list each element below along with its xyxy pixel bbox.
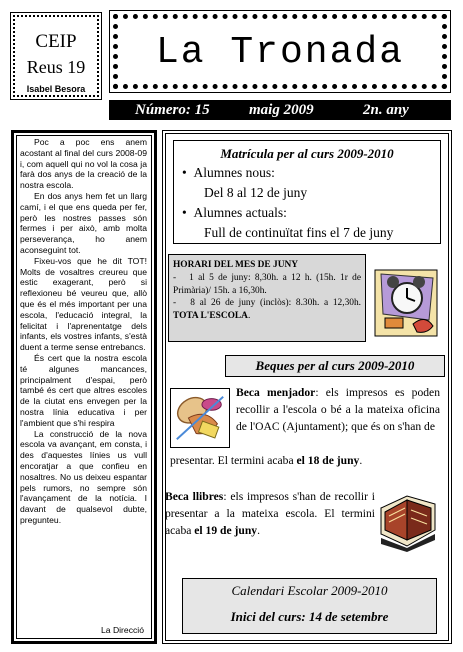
horari-item-bold: TOTA L'ESCOLA [173, 311, 248, 322]
horari-heading: HORARI DEL MES DE JUNY [173, 260, 299, 270]
beca-llibres-body: : els impresos s'han de recollir i presentar a la mateixa escola. El termini acaba [165, 490, 375, 537]
beca-menjador-deadline: el 18 de juny [296, 454, 360, 467]
editorial-paragraph: És cert que la nostra escola té algunes mancances, principalment d'espai, però també és cert que altres escoles de la ciutat ens envegen per la nostra línia educativa i per l'ambient que s'hi respira [20, 352, 147, 428]
beca-menjador-period: . [359, 454, 363, 467]
beca-llibres-label: Beca llibres [165, 490, 224, 503]
editorial-paragraph: En dos anys hem fet un llarg camí, i el que ens queda per fer, però les nostres passes són fermes i per això, amb molta perseverança, ho anem aconseguint tot. [20, 190, 147, 255]
horari-item-text: 8 al 26 de juny (inclòs): 8.30h. a 12,30h. [190, 298, 361, 309]
matricula-bullet-new [182, 165, 275, 181]
sandwich-icon [170, 388, 230, 448]
horari-box [168, 254, 366, 342]
editorial-column [11, 130, 157, 644]
editorial-text [20, 137, 147, 526]
beca-llibres-deadline: el 19 de juny [194, 524, 258, 537]
calendari-title: Calendari Escolar 2009-2010 [231, 583, 388, 598]
editorial-paragraph: Poc a poc ens anem acostant al final del curs 2008-09 i, com aquell qui no vol la cosa ja farà dos anys de la creació de la nostra escola. [20, 137, 147, 191]
beca-llibres-period: . [257, 524, 260, 537]
matricula-box [173, 140, 441, 244]
beca-menjador-text [236, 384, 440, 435]
matricula-current-dates: Full de continuïtat fins el 7 de juny [204, 225, 394, 240]
newspaper-title-box [109, 10, 451, 93]
beques-title: Beques per al curs 2009-2010 [225, 355, 445, 377]
editorial-paragraph: Fixeu-vos que he dit TOT! Molts de vosaltres creureu que estic exagerant, però si reflexioneu bé veureu que, allò que és el més important per una escola, l'educació integral, la felicitat i l'aprenentatge dels infants, els vostres infants, s'està duent a terme sense entrebancs. [20, 255, 147, 353]
horari-item: - 1 al 5 de juny: 8,30h. a 12 h. (15h. 1r de Primària)/ 15h. a 16,30h. [173, 272, 362, 296]
alarm-clock-icon [373, 268, 439, 338]
issue-number: Número: 15 [135, 102, 210, 118]
beca-menjador-deadline-line [170, 452, 440, 469]
matricula-bullet-current [182, 205, 287, 221]
school-number: Reus 19 [26, 57, 86, 77]
bullet-icon: • [182, 205, 194, 220]
calendari-start: Inici del curs: 14 de setembre [230, 609, 389, 624]
issue-bar [109, 100, 451, 120]
horari-item: - 8 al 26 de juny (inclòs): 8.30h. a 12,30h. TOTA L'ESCOLA. [173, 298, 361, 322]
open-book-icon [377, 490, 440, 553]
matricula-new-dates: Del 8 al 12 de juny [204, 185, 308, 200]
horari-item-text: 1 al 5 de juny: 8,30h. a 12 h. (15h. 1r de Primària)/ 15h. a 16,30h. [173, 272, 362, 296]
editorial-signature: La Direcció [101, 625, 144, 635]
school-box [10, 12, 102, 100]
newspaper-title: La Tronada [155, 31, 405, 74]
school-name: CEIP [35, 31, 77, 52]
beca-menjador-body: : els impresos es poden recollir a l'escola o bé a la mateixa oficina de l'OAC (Ajuntament); que és on s'han de [236, 386, 440, 433]
matricula-current-label: Alumnes actuals: [193, 205, 287, 220]
issue-year: 2n. any [363, 102, 409, 118]
horari-item-end: . [247, 311, 251, 322]
calendari-box [182, 578, 437, 634]
matricula-title: Matrícula per al curs 2009-2010 [220, 146, 394, 161]
beca-llibres-text [165, 488, 375, 539]
school-subname: Isabel Besora [26, 84, 86, 94]
bullet-icon: • [182, 165, 194, 180]
beca-menjador-label: Beca menjador [236, 386, 316, 399]
issue-date: maig 2009 [249, 102, 314, 118]
matricula-new-label: Alumnes nous: [193, 165, 275, 180]
beca-menjador-body-end: presentar. El termini acaba [170, 454, 297, 467]
editorial-paragraph: La construcció de la nova escola va avançant, em consta, i des d'aquestes línies us vull encoratjar a que confieu en nosaltres. No us deixeu espantar pels rumors, no sempre són l'avançament de la notícia. I davant de qualsevol dubte, pregunteu. [20, 428, 147, 525]
